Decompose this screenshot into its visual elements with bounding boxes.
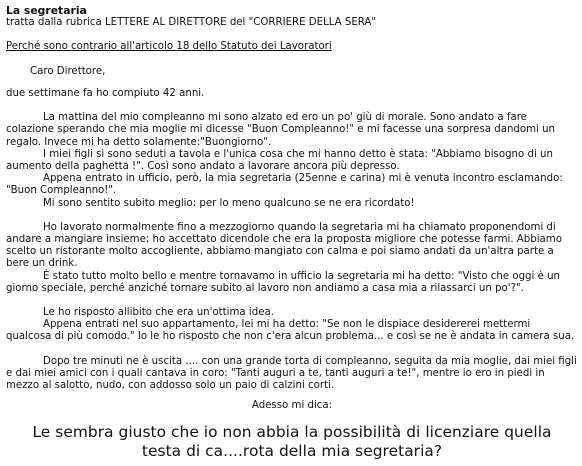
paragraph-8: Appena entrati nel suo appartamento, lei mi ha detto: "Se non le dispiace desidererei mettermi qualcosa di più comodo." Io le ho risposto che non c'era alcun problema... e così se ne è andata in camera sua. xyxy=(6,319,575,343)
paragraph-2: I miei figli si sono seduti a tavola e l'unica cosa che mi hanno detto è stata: "Abbiamo bisogno di un aumento della paghetta !". Così sono andato a lavorare ancora più depresso. xyxy=(6,148,553,173)
letter-document xyxy=(6,5,578,461)
document-subject: Perché sono contrario all'articolo 18 dello Statuto dei Lavoratori xyxy=(6,41,332,53)
document-source: tratta dalla rubrica LETTERE AL DIRETTORE del "CORRIERE DELLA SERA" xyxy=(6,17,377,29)
closing-lead: Adesso mi dica: xyxy=(251,400,333,412)
final-question-line-2: testa di ca....rota della mia segretaria? xyxy=(141,441,443,460)
paragraph-3: Appena entrato in ufficio, però, la mia segretaria (25enne e carina) mi è venuta incontro esclamando: "Buon Compleanno!". xyxy=(6,173,563,197)
paragraph-7: Le ho risposto allibito che era un'ottima idea. xyxy=(43,307,274,319)
paragraph-6: È stato tutto molto bello e mentre tornavamo in ufficio la segretaria mi ha detto: "Visto che oggi è un giorno speciale, perché anziché tornare subito al lavoro non andiamo a casa mia a rilassarci un po'?". xyxy=(6,270,561,294)
paragraph-1: La mattina del mio compleanno mi sono alzato ed ero un po' giù di morale. Sono andato a fare colazione sperando che mia moglie mi dicesse "Buon Compleanno!" e mi facesse una sorpresa dandomi un regalo. Invece mi ha detto solamente:"Buongiorno". xyxy=(6,112,556,148)
paragraph-5: Ho lavorato normalmente fino a mezzogiorno quando la segretaria mi ha chiamato proponendomi di andare a mangiare insieme; ho accettato dicendole che era la proposta migliore che potesse farmi. Abbiamo scelto un ristorante molto accogliente, abbiamo mangiato con calma e poi siamo andati da un'altra parte a bere un drink. xyxy=(6,221,562,270)
paragraph-9: Dopo tre minuti ne è uscita .... con una grande torta di compleanno, seguita da mia moglie, dai miei figli e dai miei amici con i quali cantava in coro: "Tanti auguri a te, tanti auguri a te!", mentre io ero in piedi in mezzo al salotto, nudo, con addosso solo un paio di calzini corti. xyxy=(6,355,577,392)
greeting-text: Caro Direttore, xyxy=(30,65,106,77)
paragraph-4: Mi sono sentito subito meglio: per lo meno qualcuno se ne era ricordato! xyxy=(43,197,415,209)
final-question-line-1: Le sembra giusto che io non abbia la possibilità di licenziare quella xyxy=(32,422,552,441)
document-title: La segretaria xyxy=(6,4,87,17)
opening-text: due settimane fa ho compiuto 42 anni. xyxy=(6,88,205,99)
